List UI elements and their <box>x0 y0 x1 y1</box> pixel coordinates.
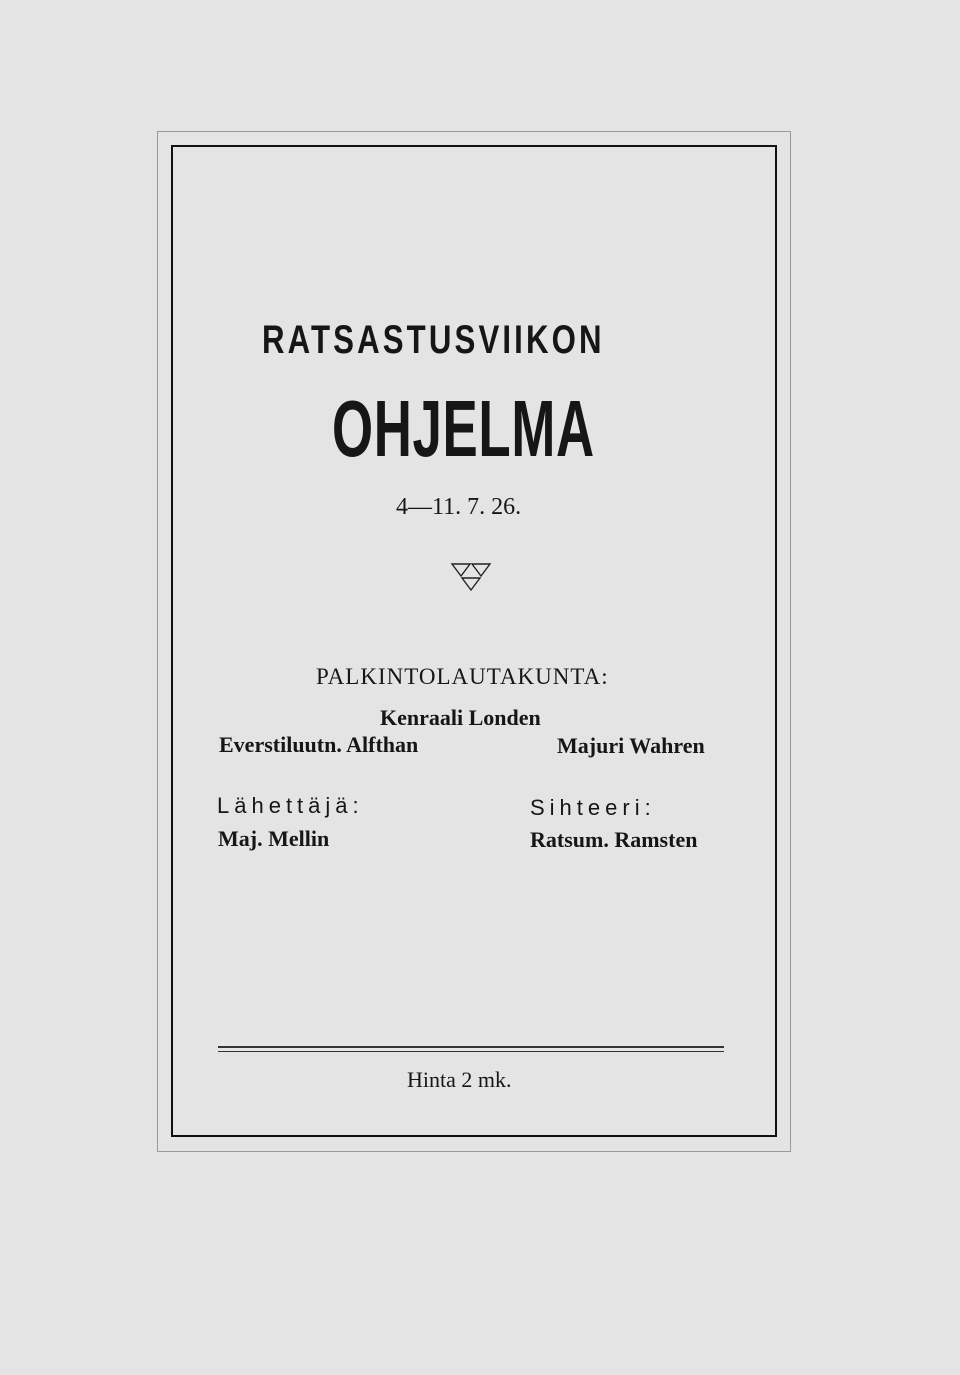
jury-member: Kenraali Londen <box>380 705 541 730</box>
starter-role: Lähettäjä: <box>217 793 364 818</box>
divider-rule-thin <box>218 1051 724 1052</box>
triple-triangle-icon <box>450 562 492 592</box>
jury-heading: PALKINTOLAUTAKUNTA: <box>316 664 609 689</box>
jury-member: Majuri Wahren <box>557 733 705 758</box>
divider-rule <box>218 1046 724 1048</box>
secretary-name: Ratsum. Ramsten <box>530 827 698 852</box>
program-title-line1: RATSASTUSVIIKON <box>262 318 605 362</box>
jury-member: Everstiluutn. Alfthan <box>219 732 419 757</box>
event-dates: 4—11. 7. 26. <box>396 494 522 520</box>
inner-border <box>171 145 777 1137</box>
starter-name: Maj. Mellin <box>218 826 330 851</box>
secretary-role: Sihteeri: <box>530 795 656 820</box>
program-title-line2: OHJELMA <box>332 384 595 473</box>
price-label: Hinta 2 mk. <box>407 1067 512 1092</box>
